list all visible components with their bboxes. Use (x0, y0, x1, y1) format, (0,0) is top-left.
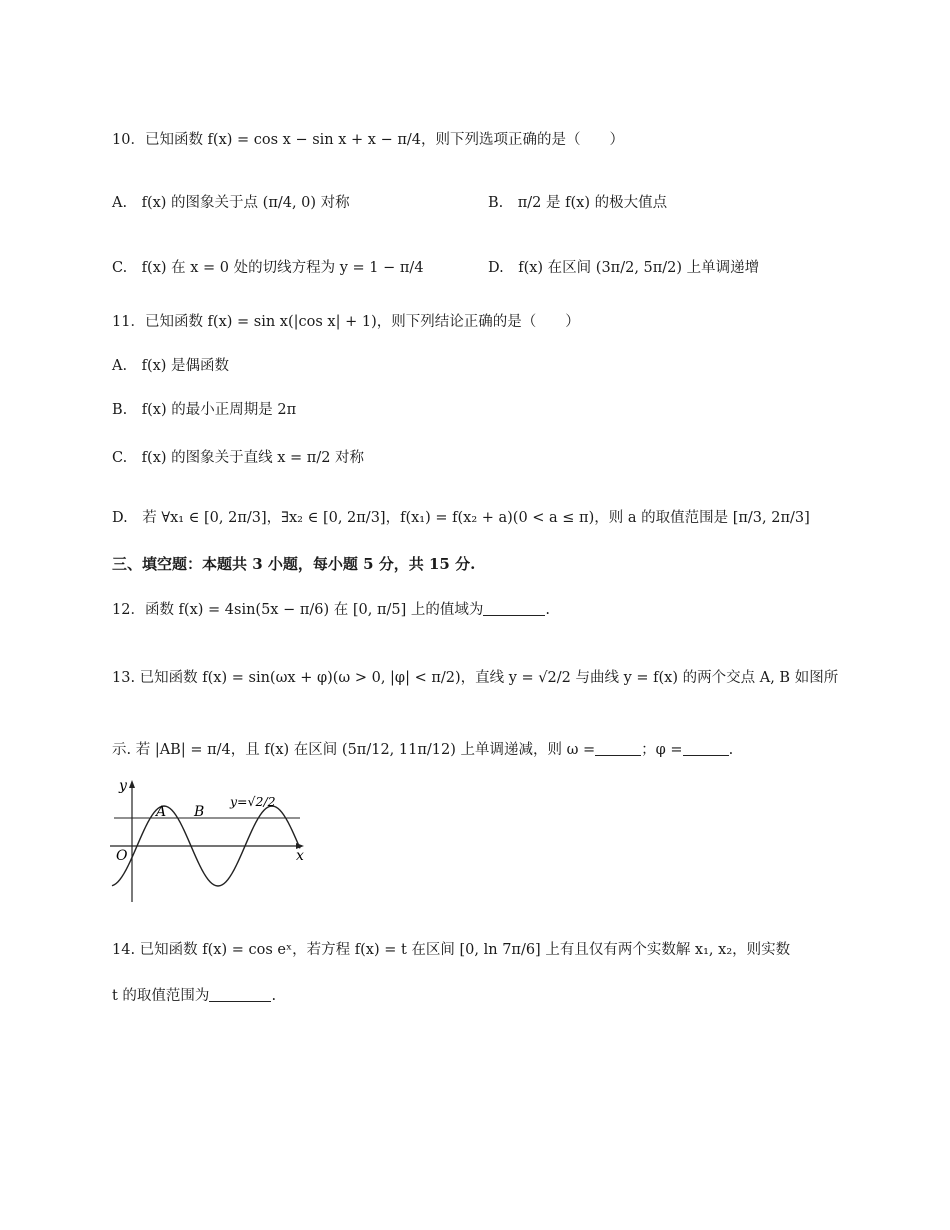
point-a-label: A (156, 804, 167, 820)
section-3-title: 三、填空题：本题共 3 小题，每小题 5 分，共 15 分. (112, 555, 476, 573)
q13-graph (106, 774, 316, 906)
q13-phi-blank (683, 741, 729, 756)
q13-omega-blank (595, 741, 641, 756)
q13-sep: ；φ = (641, 742, 683, 758)
q11-stem: 11．已知函数 f(x) = sin x(|cos x| + 1)，则下列结论正确的是（ ） (112, 314, 580, 330)
q11-option-b: B. f(x) 的最小正周期是 2π (112, 402, 297, 418)
q10-option-b: B. π/2 是 f(x) 的极大值点 (488, 195, 668, 211)
q14-answer-blank (209, 987, 271, 1002)
q13-line1: 13. 已知函数 f(x) = sin(ωx + φ)(ω > 0, |φ| < π/2)，直线 y = √2/2 与曲线 y = f(x) 的两个交点 A, B 如图所 (112, 670, 839, 686)
q10-option-c: C. f(x) 在 x = 0 处的切线方程为 y = 1 − π/4 (112, 260, 424, 276)
q11-option-a: A. f(x) 是偶函数 (112, 358, 230, 374)
y-axis-arrow (129, 780, 135, 788)
q12-answer-blank (483, 601, 545, 616)
q10-option-d: D. f(x) 在区间 (3π/2, 5π/2) 上单调递增 (488, 260, 760, 276)
q11-option-d: D. 若 ∀x₁ ∈ [0, 2π/3]，∃x₂ ∈ [0, 2π/3]，f(x₁) = f(x₂ + a)(0 < a ≤ π)，则 a 的取值范围是 [π/3, 2π/3] (112, 510, 810, 526)
q12-stem: 12．函数 f(x) = 4sin(5x − π/6) 在 [0, π/5] 上的值域为 (112, 602, 484, 618)
q12-end: . (545, 602, 550, 618)
q10-stem: 10．已知函数 f(x) = cos x − sin x + x − π/4，则下列选项正确的是（ ） (112, 132, 624, 148)
q14-line2-text: t 的取值范围为 (112, 988, 210, 1004)
q10-option-a: A. f(x) 的图象关于点 (π/4, 0) 对称 (112, 195, 350, 211)
point-b-label: B (194, 804, 205, 820)
y-axis-label: y (119, 778, 127, 794)
q14-end: . (271, 988, 277, 1004)
origin-label: O (116, 848, 128, 864)
q12 (112, 598, 550, 619)
q11-option-c: C. f(x) 的图象关于直线 x = π/2 对称 (112, 450, 365, 466)
q14-line2 (112, 984, 276, 1005)
q14-line1: 14. 已知函数 f(x) = cos eˣ，若方程 f(x) = t 在区间 [0, ln 7π/6] 上有且仅有两个实数解 x₁, x₂，则实数 (112, 942, 791, 958)
q13-end: . (728, 742, 734, 758)
q13-line2-text: 示. 若 |AB| = π/4，且 f(x) 在区间 (5π/12, 11π/12) 上单调递减，则 ω = (112, 742, 596, 758)
q13-line2 (112, 738, 733, 759)
line-label: y=√2/2 (230, 794, 276, 809)
x-axis-label: x (296, 848, 304, 864)
